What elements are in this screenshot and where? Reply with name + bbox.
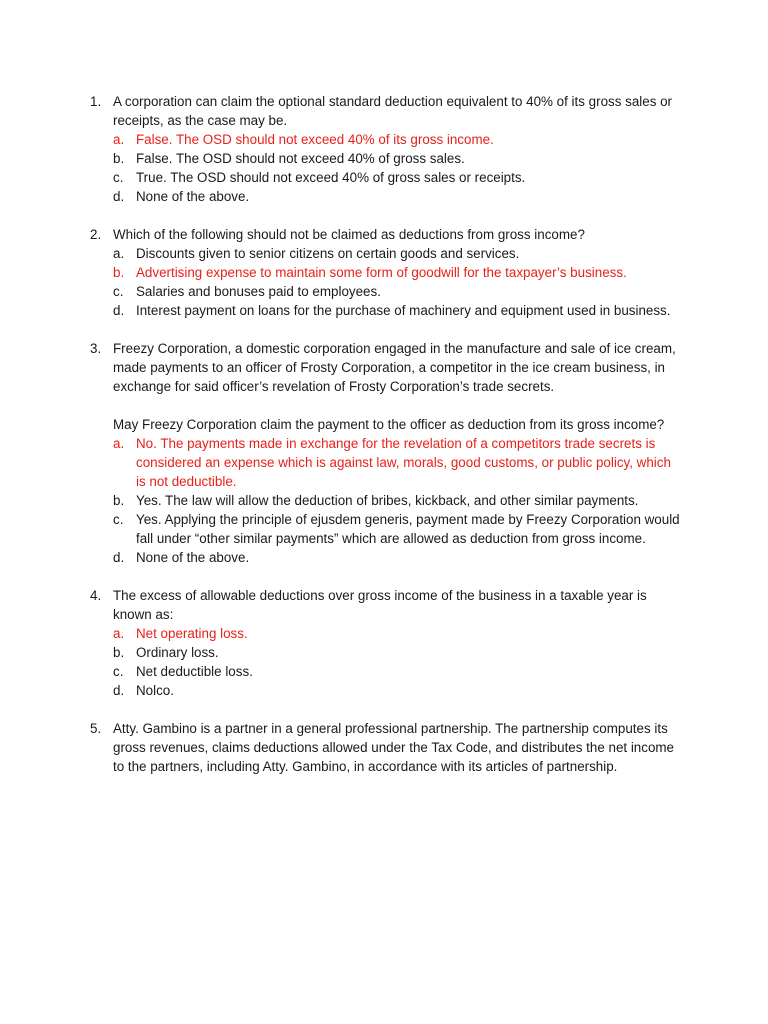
option-text: Discounts given to senior citizens on certain goods and services. — [136, 246, 520, 261]
question-number: 4. — [90, 588, 102, 603]
option-text: Yes. The law will allow the deduction of bribes, kickback, and other similar payments. — [136, 493, 639, 508]
option-text: No. The payments made in exchange for the revelation of a competitors trade secrets is considered an expense which is against law, morals, good customs, or public policy, which is not deductible. — [136, 436, 671, 489]
option-list — [113, 434, 680, 567]
answer-option — [113, 244, 680, 263]
option-text: False. The OSD should not exceed 40% of gross sales. — [136, 151, 465, 166]
question-subtext: May Freezy Corporation claim the payment to the officer as deduction from its gross income? — [113, 417, 665, 432]
answer-option — [113, 301, 680, 320]
option-letter: a. — [113, 132, 125, 147]
answer-option — [113, 662, 680, 681]
option-letter: b. — [113, 265, 125, 280]
answer-option — [113, 149, 680, 168]
answer-option — [113, 548, 680, 567]
quiz-page — [0, 92, 768, 795]
question-text: A corporation can claim the optional standard deduction equivalent to 40% of its gross sales or receipts, as the case may be. — [113, 94, 673, 128]
option-text: Salaries and bonuses paid to employees. — [136, 284, 381, 299]
question-item — [0, 92, 768, 206]
question-item — [0, 339, 768, 567]
option-text: Net deductible loss. — [136, 664, 253, 679]
option-letter: d. — [113, 550, 125, 565]
answer-option — [113, 643, 680, 662]
question-number: 5. — [90, 721, 102, 736]
answer-option-correct — [113, 624, 680, 643]
question-text: Atty. Gambino is a partner in a general professional partnership. The partnership computes its gross revenues, claims deductions allowed under the Tax Code, and distributes the net income to the partners, including Atty. Gambino, in accordance with its articles of partnership. — [113, 721, 674, 774]
option-text: True. The OSD should not exceed 40% of gross sales or receipts. — [136, 170, 526, 185]
question-text: The excess of allowable deductions over gross income of the business in a taxable year is known as: — [113, 588, 647, 622]
option-list — [113, 130, 680, 206]
answer-option — [113, 510, 680, 548]
question-number: 1. — [90, 94, 102, 109]
option-letter: a. — [113, 246, 125, 261]
question-list — [0, 92, 768, 776]
option-text: Interest payment on loans for the purchase of machinery and equipment used in business. — [136, 303, 671, 318]
option-letter: d. — [113, 303, 125, 318]
option-list — [113, 624, 680, 700]
option-text: Advertising expense to maintain some form of goodwill for the taxpayer’s business. — [136, 265, 627, 280]
question-item — [0, 719, 768, 776]
option-letter: c. — [113, 284, 124, 299]
option-letter: d. — [113, 189, 125, 204]
option-letter: a. — [113, 626, 125, 641]
option-letter: b. — [113, 151, 125, 166]
answer-option — [113, 282, 680, 301]
option-letter: c. — [113, 664, 124, 679]
option-text: None of the above. — [136, 550, 250, 565]
answer-option — [113, 491, 680, 510]
option-text: Nolco. — [136, 683, 174, 698]
answer-option-correct — [113, 130, 680, 149]
option-text: Ordinary loss. — [136, 645, 219, 660]
answer-option-correct — [113, 434, 680, 491]
answer-option-correct — [113, 263, 680, 282]
option-letter: b. — [113, 645, 125, 660]
option-text: False. The OSD should not exceed 40% of its gross income. — [136, 132, 494, 147]
option-letter: c. — [113, 170, 124, 185]
question-item — [0, 225, 768, 320]
question-number: 3. — [90, 341, 102, 356]
option-letter: d. — [113, 683, 125, 698]
option-list — [113, 244, 680, 320]
answer-option — [113, 187, 680, 206]
option-letter: c. — [113, 512, 124, 527]
answer-option — [113, 681, 680, 700]
question-text: Which of the following should not be claimed as deductions from gross income? — [113, 227, 585, 242]
answer-option — [113, 168, 680, 187]
option-text: Yes. Applying the principle of ejusdem generis, payment made by Freezy Corporation would fall under “other similar payments” which are allowed as deduction from gross income. — [136, 512, 680, 546]
question-text: Freezy Corporation, a domestic corporation engaged in the manufacture and sale of ice cream, made payments to an officer of Frosty Corporation, a competitor in the ice cream business, in exchange for said officer’s revelation of Frosty Corporation’s trade secrets. — [113, 341, 676, 394]
option-text: None of the above. — [136, 189, 250, 204]
question-item — [0, 586, 768, 700]
option-letter: a. — [113, 436, 125, 451]
option-letter: b. — [113, 493, 125, 508]
question-number: 2. — [90, 227, 102, 242]
option-text: Net operating loss. — [136, 626, 248, 641]
